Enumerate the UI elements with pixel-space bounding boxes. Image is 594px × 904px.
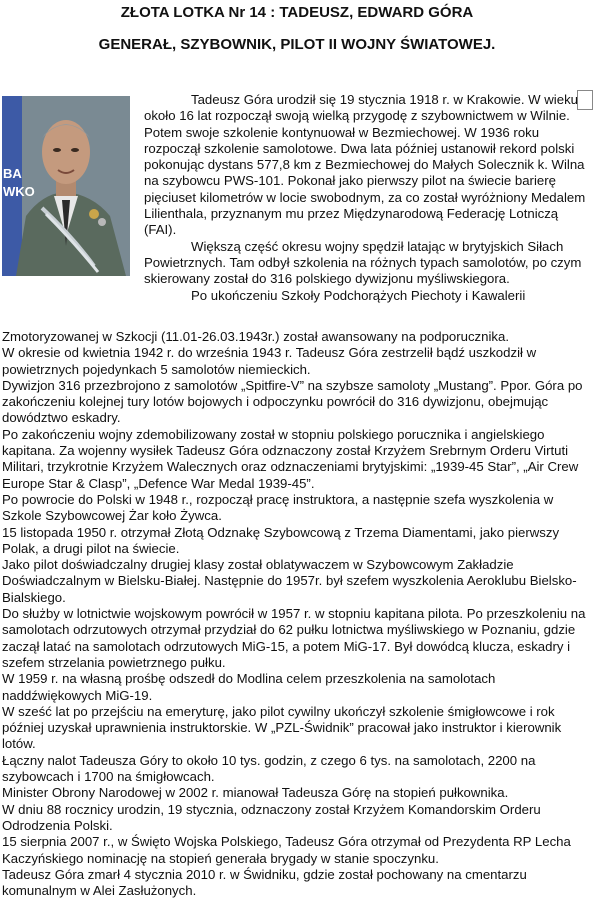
paragraph-war: Większą część okresu wojny spędził latając w brytyjskich Siłach Powietrznych. Tam odbył szkolenia na różnych typach samolotów, po czym skierowany został do 316 polskiego dywizjonu myśliwskiegora. [144, 238, 582, 287]
paragraph: W dniu 88 rocznicy urodzin, 19 stycznia, odznaczony został Krzyżem Komandorskim Orderu Odrodzenia Polski. [2, 801, 541, 833]
portrait-illustration [2, 96, 130, 276]
document-title: ZŁOTA LOTKA Nr 14 : TADEUSZ, EDWARD GÓRA [120, 4, 474, 21]
svg-text:WKO: WKO [3, 184, 35, 199]
paragraph: Tadeusz Góra zmarł 4 stycznia 2010 r. w Świdniku, gdzie został pochowany na cmentarzu komunalnym w Alei Zasłużonych. [2, 866, 527, 899]
paragraph: W sześć lat po przejściu na emeryturę, jako pilot cywilny ukończył szkolenie śmigłowcowe i rok później uzyskał uprawnienia instruktorskie. W „PZL-Świdnik” pracował jako instruktor i kierownik lotów. [2, 703, 562, 752]
photo-side-text: BA [3, 166, 22, 181]
paragraph: Po zakończeniu wojny zdemobilizowany został w stopniu polskiego porucznika i angielskiego kapitana. Za wojenny wysiłek Tadeusz Góra odznaczony został Krzyżem Srebrnym Orderu Virtuti Militari, trzykrotnie Krzyżem Walecznych oraz odznaczeniami brytyjskimi: „1939-45 Star”, „Air Crew Europe Star & Clasp”, „Defence War Medal 1939-45”. [2, 426, 579, 491]
paragraph: Zmotoryzowanej w Szkocji (11.01-26.03.1943r.) został awansowany na podporucznika. [2, 329, 510, 344]
document-subtitle: GENERAŁ, SZYBOWNIK, PILOT II WOJNY ŚWIATOWEJ. [98, 36, 496, 53]
paragraph: 15 listopada 1950 r. otrzymał Złotą Odznakę Szybowcową z Trzema Diamentami, jako pierwszy Polak, a drugi pilot na świecie. [2, 524, 560, 556]
paragraph-intro: Tadeusz Góra urodził się 19 stycznia 1918 r. w Krakowie. W wieku około 16 lat rozpoczął swoją wielką przygodę z szybownictwem w Wilnie. Potem swoje szkolenie kontynuował w Bezmiechowej. W 1936 roku rozpoczął szkolenie samolotowe. Dwa lata później ustanowił rekord polski pokonując dystans 577,8 km z Bezmiechowej do Małych Solecznik k. Wilna na szybowcu PWS-101. Pokonał jako pierwszy pilot na świecie barierę pięciuset kilometrów w locie swobodnym, za co został wyróżniony Medalem Lilienthala, przyznanym mu przez Międzynarodową Federację Lotniczą (FAI). [144, 92, 586, 238]
text-full-width [2, 329, 590, 899]
paragraph-school-start: Po ukończeniu Szkoły Podchorążych Piechoty i Kawalerii [191, 287, 526, 303]
portrait-photo [2, 96, 130, 276]
paragraph: Łączny nalot Tadeusza Góry to około 10 tys. godzin, z czego 6 tys. na samolotach, 2200 na szybowcach i 1700 na śmigłowcach. [2, 752, 536, 785]
text-right-of-photo [144, 92, 586, 304]
paragraph: Do służby w lotnictwie wojskowym powrócił w 1957 r. w stopniu kapitana pilota. Po przeszkoleniu na samolotach odrzutowych otrzymał przydział do 62 pułku lotnictwa myśliwskiego w Poznaniu, gdzie zaczął latać na samolotach odrzutowych MiG-15, a potem MiG-17. Był dowódcą klucza, eskadry i szefem strzelania powietrznego pułku. [2, 606, 586, 670]
paragraph: Po powrocie do Polski w 1948 r., rozpoczął pracę instruktora, a następnie szefa wyszkolenia w Szkole Szybowcowej Żar koło Żywca. [2, 491, 554, 524]
paragraph: Minister Obrony Narodowej w 2002 r. mianował Tadeusza Górę na stopień pułkownika. [2, 785, 509, 801]
paragraph: Jako pilot doświadczalny drugiej klasy został oblatywaczem w Szybowcowym Zakładzie Doświadczalnym w Bielsku-Białej. Następnie do 1957r. był szefem wyszkolenia Aeroklubu Bielsko-Bialskiego. [2, 557, 577, 605]
paragraph: 15 sierpnia 2007 r., w Święto Wojska Polskiego, Tadeusz Góra otrzymał od Prezydenta RP Lecha Kaczyńskiego nominację na stopień generała brygady w stanie spoczynku. [2, 834, 571, 866]
paragraph: W 1959 r. na własną prośbę odszedł do Modlina celem przeszkolenia na samolotach naddźwiękowych MiG-19. [2, 671, 496, 703]
paragraph: Dywizjon 316 przezbrojono z samolotów „Spitfire-V” na szybsze samoloty „Mustang”. Ppor. Góra po zakończeniu kolejnej tury lotów bojowych i odpoczynku powrócił do 316 dywizjonu, obejmując dowództwo eskadry. [2, 377, 583, 426]
paragraph: W okresie od kwietnia 1942 r. do września 1943 r. Tadeusz Góra zestrzelił bądź uszkodził w powietrznych pojedynkach 5 samolotów niemieckich. [2, 345, 537, 377]
